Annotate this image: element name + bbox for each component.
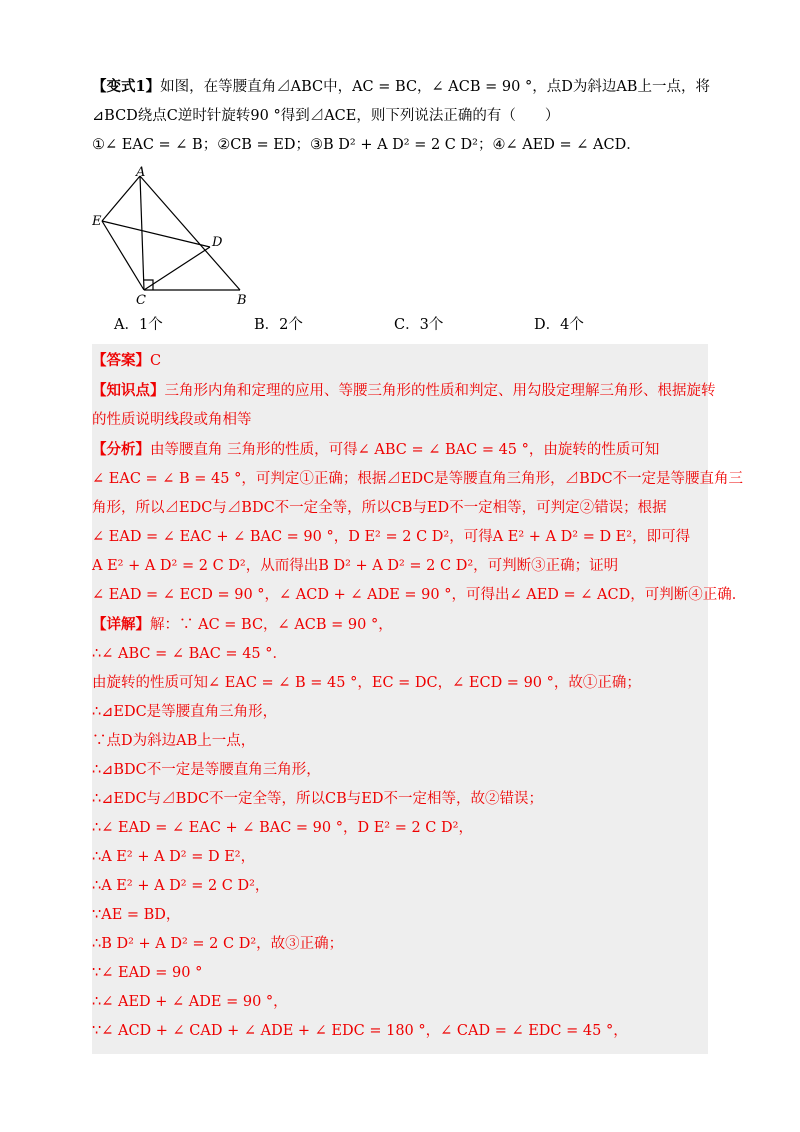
label-d: D	[212, 235, 223, 250]
answer-tag: 【答案】	[92, 352, 150, 369]
label-a: A	[136, 166, 146, 180]
analysis-line-3: 角形，所以⊿EDC与⊿BDC不一定全等，所以CB与ED不一定相等，可判定②错误；根据	[92, 500, 667, 516]
segment-ea	[102, 176, 140, 221]
detail-text-1: 解：∵ AC = BC，∠ ACB = 90 °，	[150, 617, 393, 633]
label-b: B	[237, 293, 247, 306]
label-c: C	[136, 293, 146, 306]
analysis-line-6: ∠ EAD = ∠ ECD = 90 °，∠ ACD + ∠ ADE = 90 °，可得出∠ AED = ∠ ACD，可判断④正确．	[92, 587, 747, 603]
option-c: C．3个	[394, 317, 444, 333]
geometry-figure	[92, 166, 262, 306]
document-page	[92, 72, 747, 1054]
detail-line-3: 由旋转的性质可知∠ EAC = ∠ B = 45 °，EC = DC，∠ ECD = 90 °，故①正确；	[92, 675, 641, 691]
analysis-line-2: ∠ EAC = ∠ B = 45 °，可判定①正确；根据⊿EDC是等腰直角三角形，⊿BDC不一定是等腰直角三	[92, 471, 744, 487]
answer-value: C	[150, 353, 162, 369]
answer-line	[92, 346, 708, 376]
segment-ec	[102, 221, 144, 290]
segment-ab	[140, 176, 240, 290]
detail-line-6: ∴⊿BDC不一定是等腰直角三角形，	[92, 762, 321, 778]
knowledge-tag: 【知识点】	[92, 382, 165, 399]
question-line-2: ⊿BCD绕点C逆时针旋转90 °得到⊿ACE，则下列说法正确的有（ ）	[92, 108, 560, 124]
detail-line-5: ∵点D为斜边AB上一点，	[92, 733, 256, 749]
analysis-tag: 【分析】	[92, 441, 150, 458]
solution-block	[92, 344, 747, 1054]
analysis-text-1: 由等腰直角 三角形的性质，可得∠ ABC = ∠ BAC = 45 °，由旋转的性质可知	[150, 442, 660, 458]
question-tag: 【变式1】	[92, 78, 161, 95]
knowledge-text-1: 三角形内角和定理的应用、等腰三角形的性质和判定、用勾股定理解三角形、根据旋转	[164, 383, 716, 399]
triangle-diagram	[92, 166, 262, 306]
detail-line-2: ∴∠ ABC = ∠ BAC = 45 °．	[92, 646, 287, 662]
detail-line-10: ∴A E² + A D² = 2 C D²，	[92, 878, 270, 894]
segment-ac	[140, 176, 144, 290]
option-b: B．2个	[254, 317, 303, 333]
knowledge-line-2: 的性质说明线段或角相等	[92, 412, 252, 428]
detail-line-1	[92, 610, 708, 640]
detail-tag: 【详解】	[92, 616, 150, 633]
detail-line-7: ∴⊿EDC与⊿BDC不一定全等，所以CB与ED不一定相等，故②错误；	[92, 791, 544, 807]
analysis-line-4: ∠ EAD = ∠ EAC + ∠ BAC = 90 °，D E² = 2 C D²，可得A E² + A D² = D E²，即可得	[92, 529, 691, 545]
option-a: A．1个	[114, 317, 163, 333]
detail-line-11: ∵AE = BD，	[92, 907, 181, 923]
question-line-1	[92, 72, 708, 102]
detail-line-15: ∵∠ ACD + ∠ CAD + ∠ ADE + ∠ EDC = 180 °，∠ CAD = ∠ EDC = 45 °，	[92, 1023, 628, 1039]
question-text-1: 如图，在等腰直角⊿ABC中，AC = BC，∠ ACB = 90 °，点D为斜边AB上一点，将	[160, 79, 710, 95]
detail-line-9: ∴A E² + A D² = D E²，	[92, 849, 256, 865]
segment-ed	[102, 221, 210, 247]
analysis-line-1	[92, 435, 708, 465]
label-e: E	[92, 214, 102, 229]
detail-line-14: ∴∠ AED + ∠ ADE = 90 °，	[92, 994, 288, 1010]
analysis-line-5: A E² + A D² = 2 C D²，从而得出B D² + A D² = 2 C D²，可判断③正确；证明	[92, 558, 619, 574]
question-line-3: ①∠ EAC = ∠ B；②CB = ED；③B D² + A D² = 2 C D²；④∠ AED = ∠ ACD．	[92, 137, 641, 153]
detail-line-8: ∴∠ EAD = ∠ EAC + ∠ BAC = 90 °，D E² = 2 C D²，	[92, 820, 473, 836]
detail-line-13: ∵∠ EAD = 90 °	[92, 965, 203, 981]
answer-options	[114, 310, 708, 340]
segment-cd	[144, 247, 210, 290]
knowledge-line-1	[92, 376, 716, 406]
detail-line-12: ∴B D² + A D² = 2 C D²，故③正确；	[92, 936, 344, 952]
detail-line-4: ∴⊿EDC是等腰直角三角形，	[92, 704, 278, 720]
option-d: D．4个	[534, 317, 584, 333]
